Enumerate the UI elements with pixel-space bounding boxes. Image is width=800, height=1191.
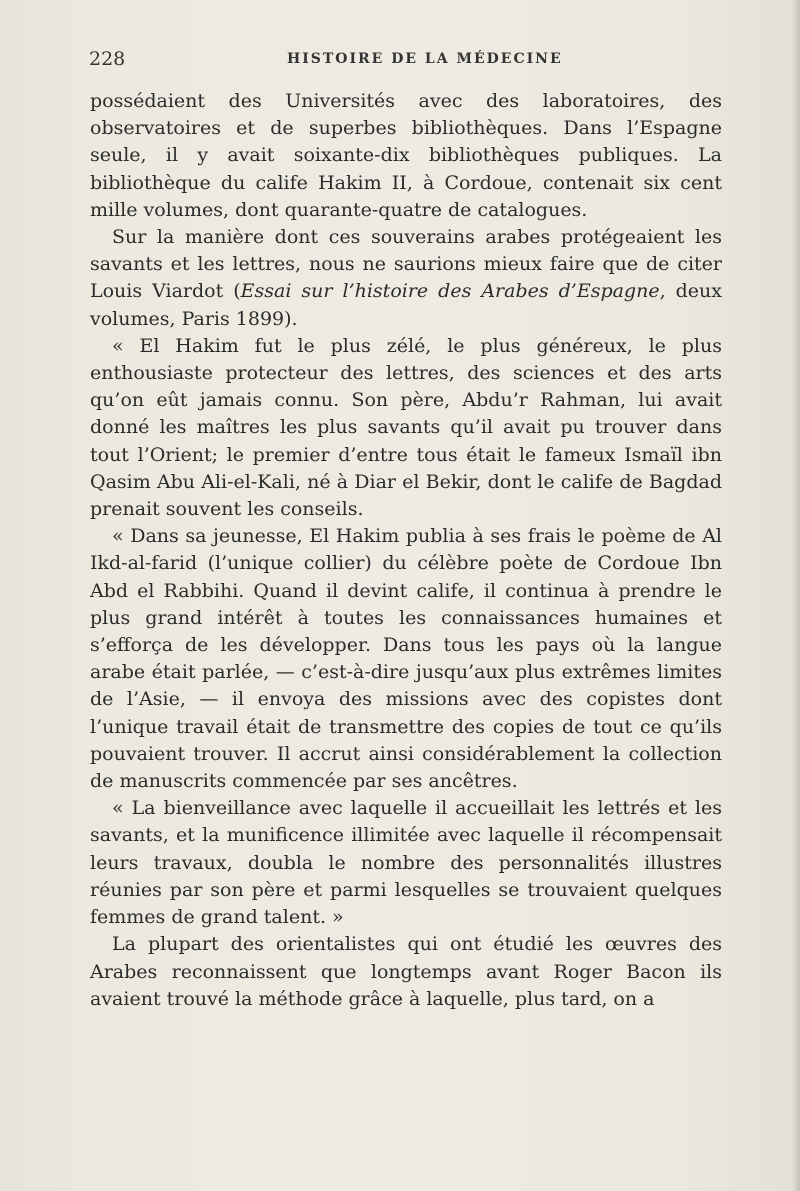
page-edge-shadow [792, 0, 800, 1191]
paragraph-4-text: « Dans sa jeunesse, El Hakim publia à ses frais le poème de Al Ikd-al-farid (l’unique collier) du célèbre poète de Cordoue Ibn Abd el Rabbihi. Quand il devint calife, il continua à prendre le plus grand intérêt à toutes les connaissances humaines et s’efforça de les développer. Dans tous les pays où la langue arabe était parlée, — c’est-à-dire jusqu’aux plus extrêmes limites de l’Asie, — il envoya des missions avec des copistes dont l’unique travail était de transmettre des copies de tout ce qu’ils pouvaient trouver. Il accrut ainsi considérablement la collection de manuscrits commencée par ses ancêtres. [90, 525, 722, 793]
body-text [90, 88, 722, 1013]
book-title-citation: Essai sur l’histoire des Arabes d’Espagne [240, 280, 660, 303]
paragraph-6 [90, 931, 722, 1013]
paragraph-6-text: La plupart des orientalistes qui ont étudié les œuvres des Arabes reconnaissent que longtemps avant Roger Bacon ils avaient trouvé la méthode grâce à laquelle, plus tard, on a [90, 933, 722, 1010]
paragraph-2-text-start: Sur la manière dont ces souverains arabes protégeaient les savants et les lettres, nous ne saurions mieux faire que de citer Louis Viardot ( [90, 226, 722, 303]
paragraph-5-text: « La bienveillance avec laquelle il accueillait les lettrés et les savants, et la munificence illimitée avec laquelle il récompensait leurs travaux, doubla le nombre des personnalités illustres réunies par son père et parmi lesquelles se trouvaient quelques femmes de grand talent. » [90, 797, 722, 929]
paragraph-4 [90, 523, 722, 795]
paragraph-3 [90, 333, 722, 523]
paragraph-2 [90, 224, 722, 333]
page-header [89, 48, 721, 74]
paragraph-3-text: « El Hakim fut le plus zélé, le plus généreux, le plus enthousiaste protecteur des lettres, des sciences et des arts qu’on eût jamais connu. Son père, Abdu’r Rahman, lui avait donné les maîtres les plus savants qu’il avait pu trouver dans tout l’Orient; le premier d’entre tous était le fameux Ismaïl ibn Qasim Abu Ali-el-Kali, né à Diar el Bekir, dont le calife de Bagdad prenait souvent les conseils. [90, 334, 722, 521]
running-title: HISTOIRE DE LA MÉDECINE [287, 51, 563, 67]
paragraph-1-text: possédaient des Universités avec des laboratoires, des observatoires et de superbes bibliothèques. Dans l’Espagne seule, il y avait soixante-dix bibliothèques publiques. La bibliothèque du calife Hakim II, à Cordoue, contenait six cent mille volumes, dont quarante-quatre de catalogues. [90, 90, 722, 221]
paragraph-1 [90, 88, 722, 224]
paragraph-5 [90, 795, 722, 931]
page-number: 228 [89, 48, 126, 70]
paragraph-2-text-end: , deux volumes, Paris 1899). [90, 280, 722, 330]
